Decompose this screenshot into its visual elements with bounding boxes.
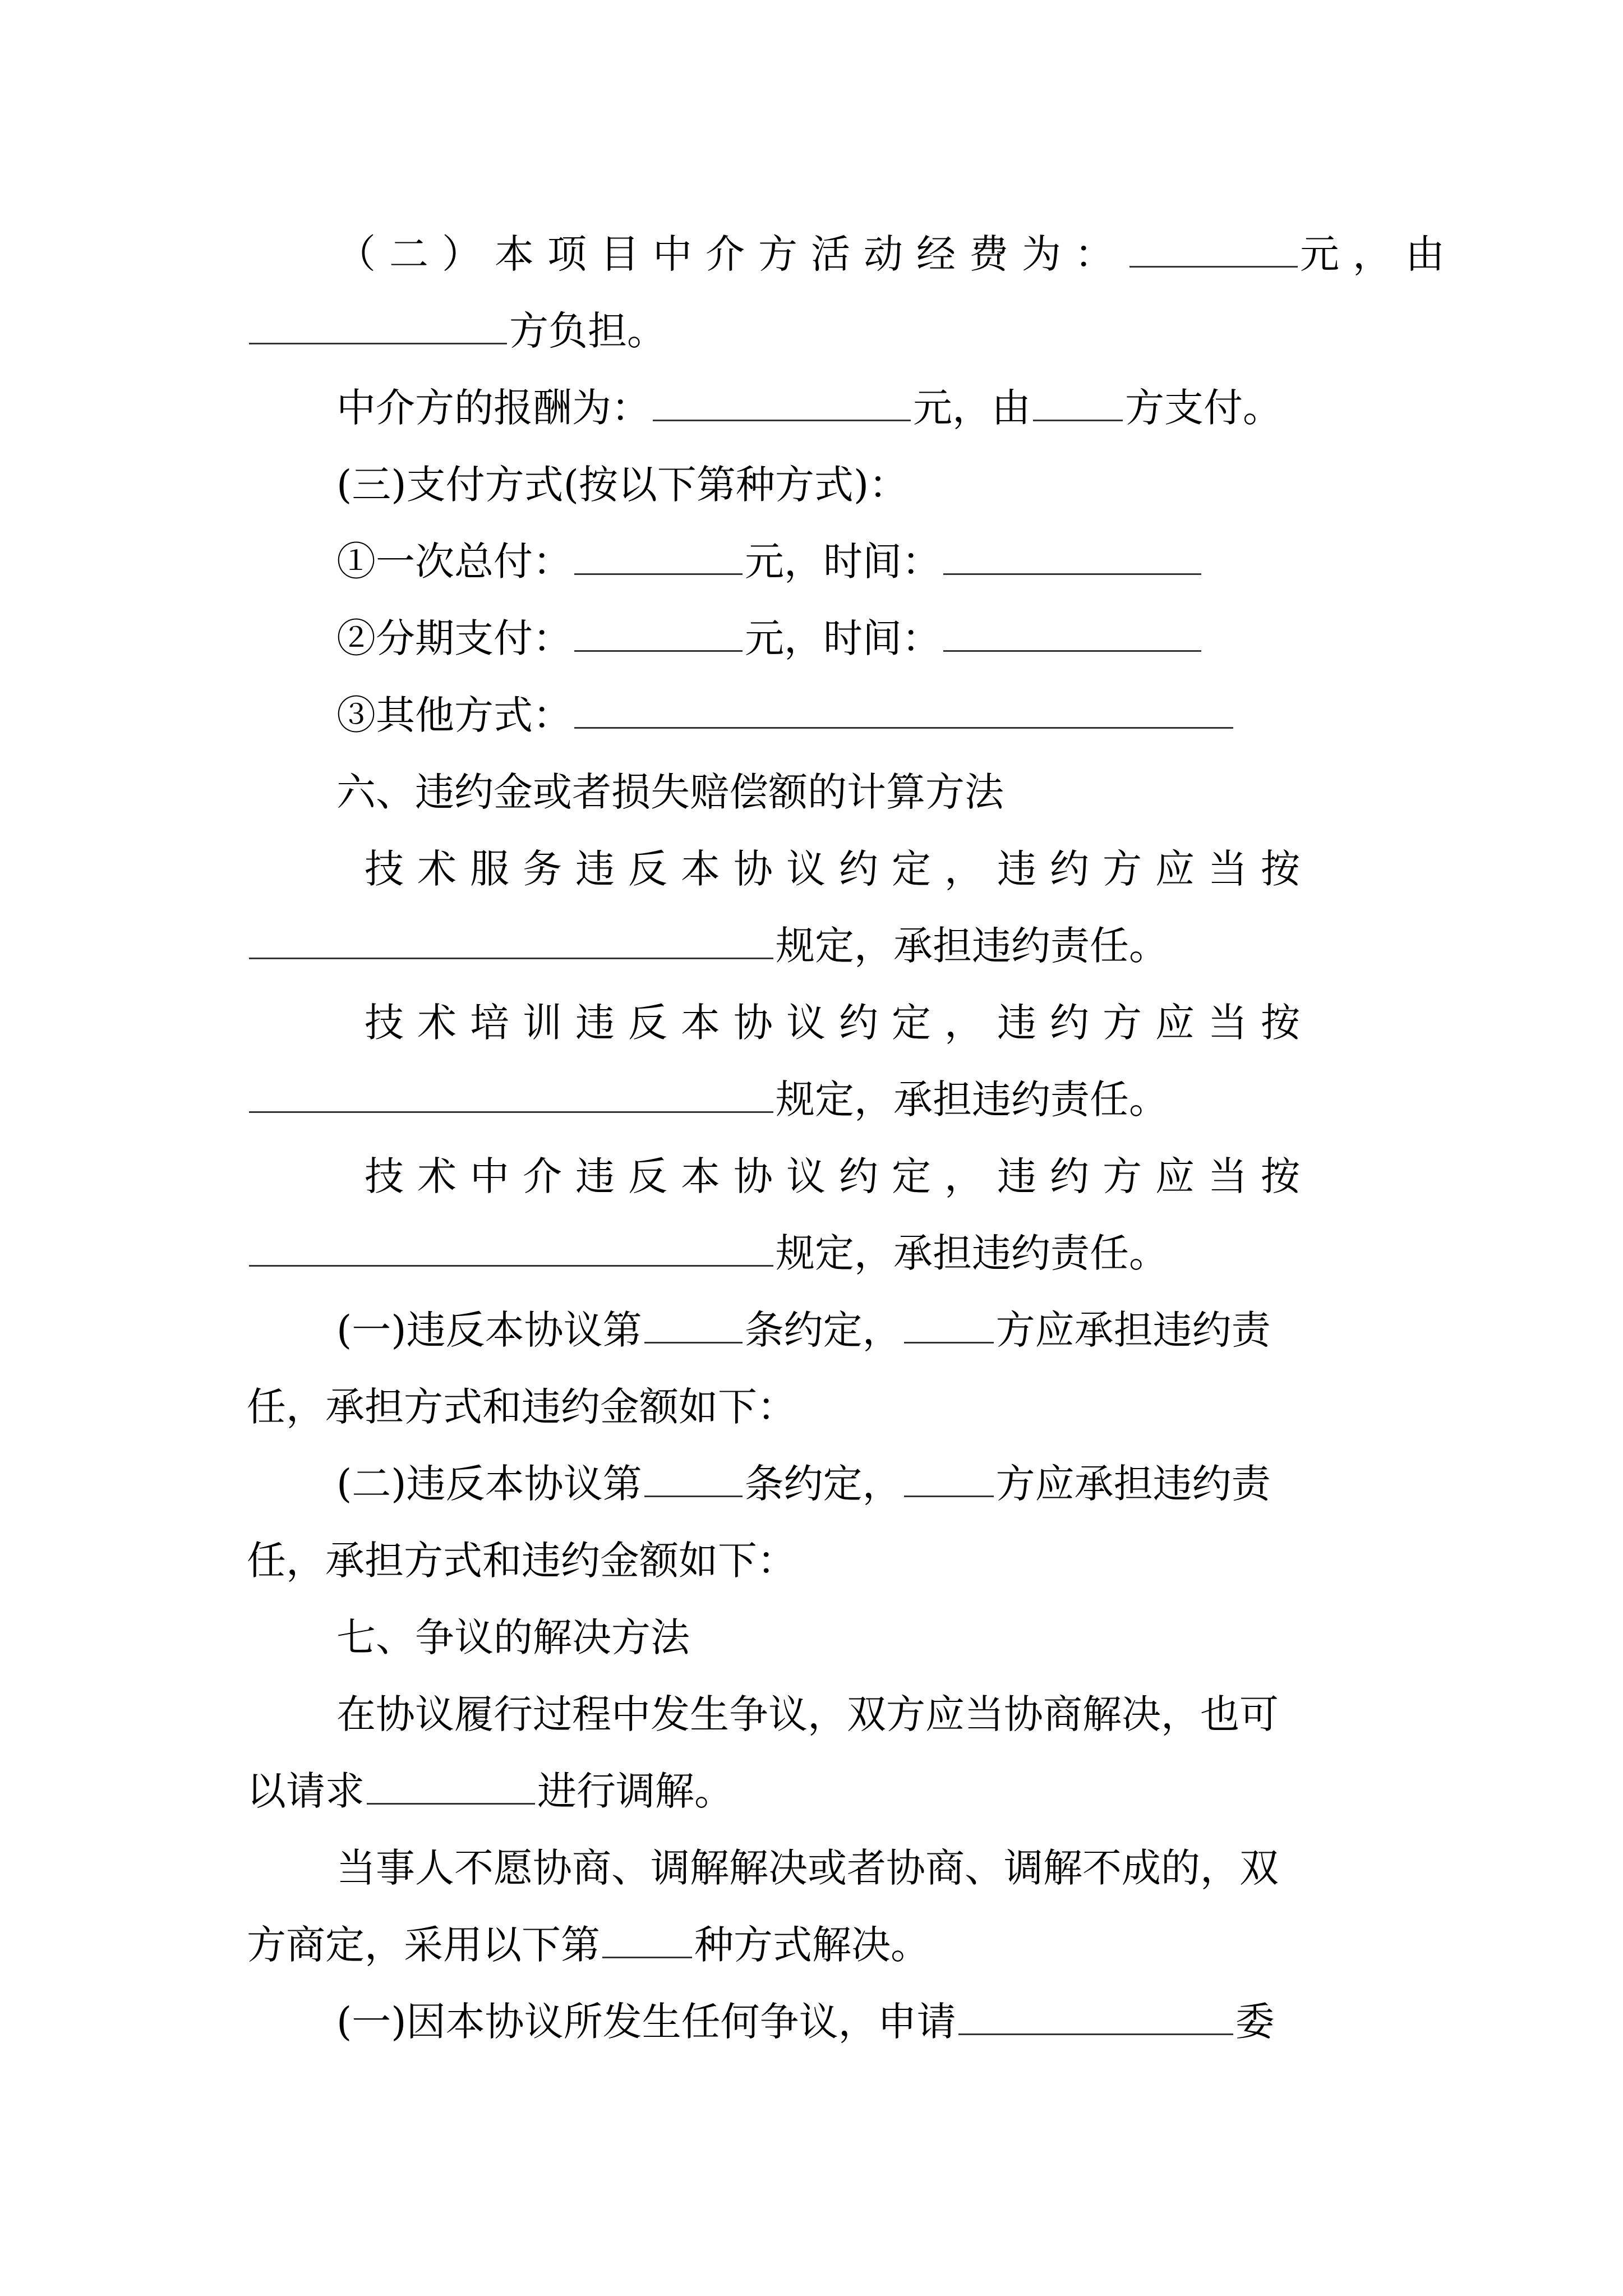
text: 方支付。: [1125, 385, 1282, 431]
blank-field: [1129, 221, 1298, 268]
blank-field: [904, 1297, 994, 1343]
blank-field: [653, 375, 911, 421]
paragraph-line: [247, 1446, 1374, 1522]
paragraph-line: [247, 216, 1458, 293]
text: ①一次总付：: [336, 539, 572, 585]
blank-field: [249, 298, 507, 344]
paragraph-line: [247, 1522, 1374, 1599]
blank-field: [574, 528, 743, 575]
section-heading: [247, 1599, 1374, 1676]
blank-field: [249, 1220, 773, 1267]
text: 规定，承担违约责任。: [776, 1230, 1168, 1276]
text: ③其他方式：: [336, 692, 572, 738]
text: 技术中介违反本协议约定，违约方应当按: [365, 1153, 1313, 1199]
blank-field: [574, 682, 1233, 729]
text: 规定，承担违约责任。: [776, 1076, 1168, 1122]
text: 元，由: [1300, 231, 1458, 277]
text: (一)违反本协议第: [336, 1307, 642, 1353]
paragraph-line: [247, 1061, 1374, 1138]
blank-field: [1033, 375, 1123, 421]
section-heading: [247, 754, 1374, 831]
text: （二）本项目中介方活动经费为：: [336, 231, 1127, 277]
paragraph-line: [247, 1676, 1374, 1753]
paragraph-line: [247, 600, 1374, 677]
text: 条约定，: [744, 1307, 902, 1353]
text: 技术服务违反本协议约定，违约方应当按: [365, 846, 1313, 892]
paragraph-line: [247, 523, 1374, 600]
paragraph-line: [247, 1292, 1374, 1369]
text: (三)支付方式(按以下第种方式)：: [336, 462, 909, 508]
blank-field: [904, 1451, 994, 1497]
text: ②分期支付：: [336, 615, 572, 661]
text: 方负担。: [509, 308, 666, 354]
text: 七、争议的解决方法: [336, 1614, 690, 1660]
document-body: [247, 216, 1458, 2060]
text: 以请求: [247, 1768, 365, 1814]
blank-field: [943, 605, 1201, 652]
paragraph-line: [247, 370, 1374, 447]
paragraph-line: [247, 1369, 1374, 1446]
text: 当事人不愿协商、调解解决或者协商、调解不成的，双: [336, 1845, 1279, 1891]
text: 技术培训违反本协议约定，违约方应当按: [365, 1000, 1313, 1046]
text: 方商定，采用以下第: [247, 1922, 600, 1968]
paragraph-line: [247, 1753, 1374, 1830]
paragraph-line: [247, 293, 1374, 370]
paragraph-line: [247, 1907, 1374, 1984]
blank-field: [644, 1451, 743, 1497]
paragraph-line: [247, 1984, 1374, 2060]
text: 在协议履行过程中发生争议，双方应当协商解决，也可: [336, 1691, 1279, 1737]
paragraph-line: [247, 984, 1374, 1061]
paragraph-line: [247, 908, 1374, 984]
paragraph-line: [247, 1830, 1374, 1907]
paragraph-line: [247, 831, 1374, 908]
text: 规定，承担违约责任。: [776, 923, 1168, 969]
text: 进行调解。: [537, 1768, 734, 1814]
blank-field: [249, 1066, 773, 1113]
text: 中介方的报酬为：: [336, 385, 651, 431]
paragraph-line: [247, 677, 1374, 754]
text: 方应承担违约责: [995, 1461, 1271, 1507]
text: 元，时间：: [745, 615, 941, 661]
blank-field: [367, 1758, 535, 1805]
text: 元，时间：: [745, 539, 941, 585]
text: 任，承担方式和违约金额如下：: [247, 1538, 796, 1584]
blank-field: [602, 1912, 692, 1958]
text: 条约定，: [744, 1461, 902, 1507]
text: 种方式解决。: [694, 1922, 930, 1968]
text: (二)违反本协议第: [336, 1461, 642, 1507]
text: 任，承担方式和违约金额如下：: [247, 1384, 796, 1430]
blank-field: [943, 528, 1201, 575]
paragraph-line: [247, 447, 1374, 523]
paragraph-line: [247, 1138, 1374, 1215]
paragraph-line: [247, 1215, 1374, 1292]
blank-field: [644, 1297, 743, 1343]
blank-field: [249, 913, 773, 959]
blank-field: [574, 605, 743, 652]
text: 六、违约金或者损失赔偿额的计算方法: [336, 769, 1004, 815]
text: 元，由: [913, 385, 1031, 431]
blank-field: [958, 1989, 1233, 2035]
text: 委: [1235, 1999, 1275, 2045]
text: 方应承担违约责: [995, 1307, 1271, 1353]
text: (一)因本协议所发生任何争议，申请: [336, 1999, 956, 2045]
